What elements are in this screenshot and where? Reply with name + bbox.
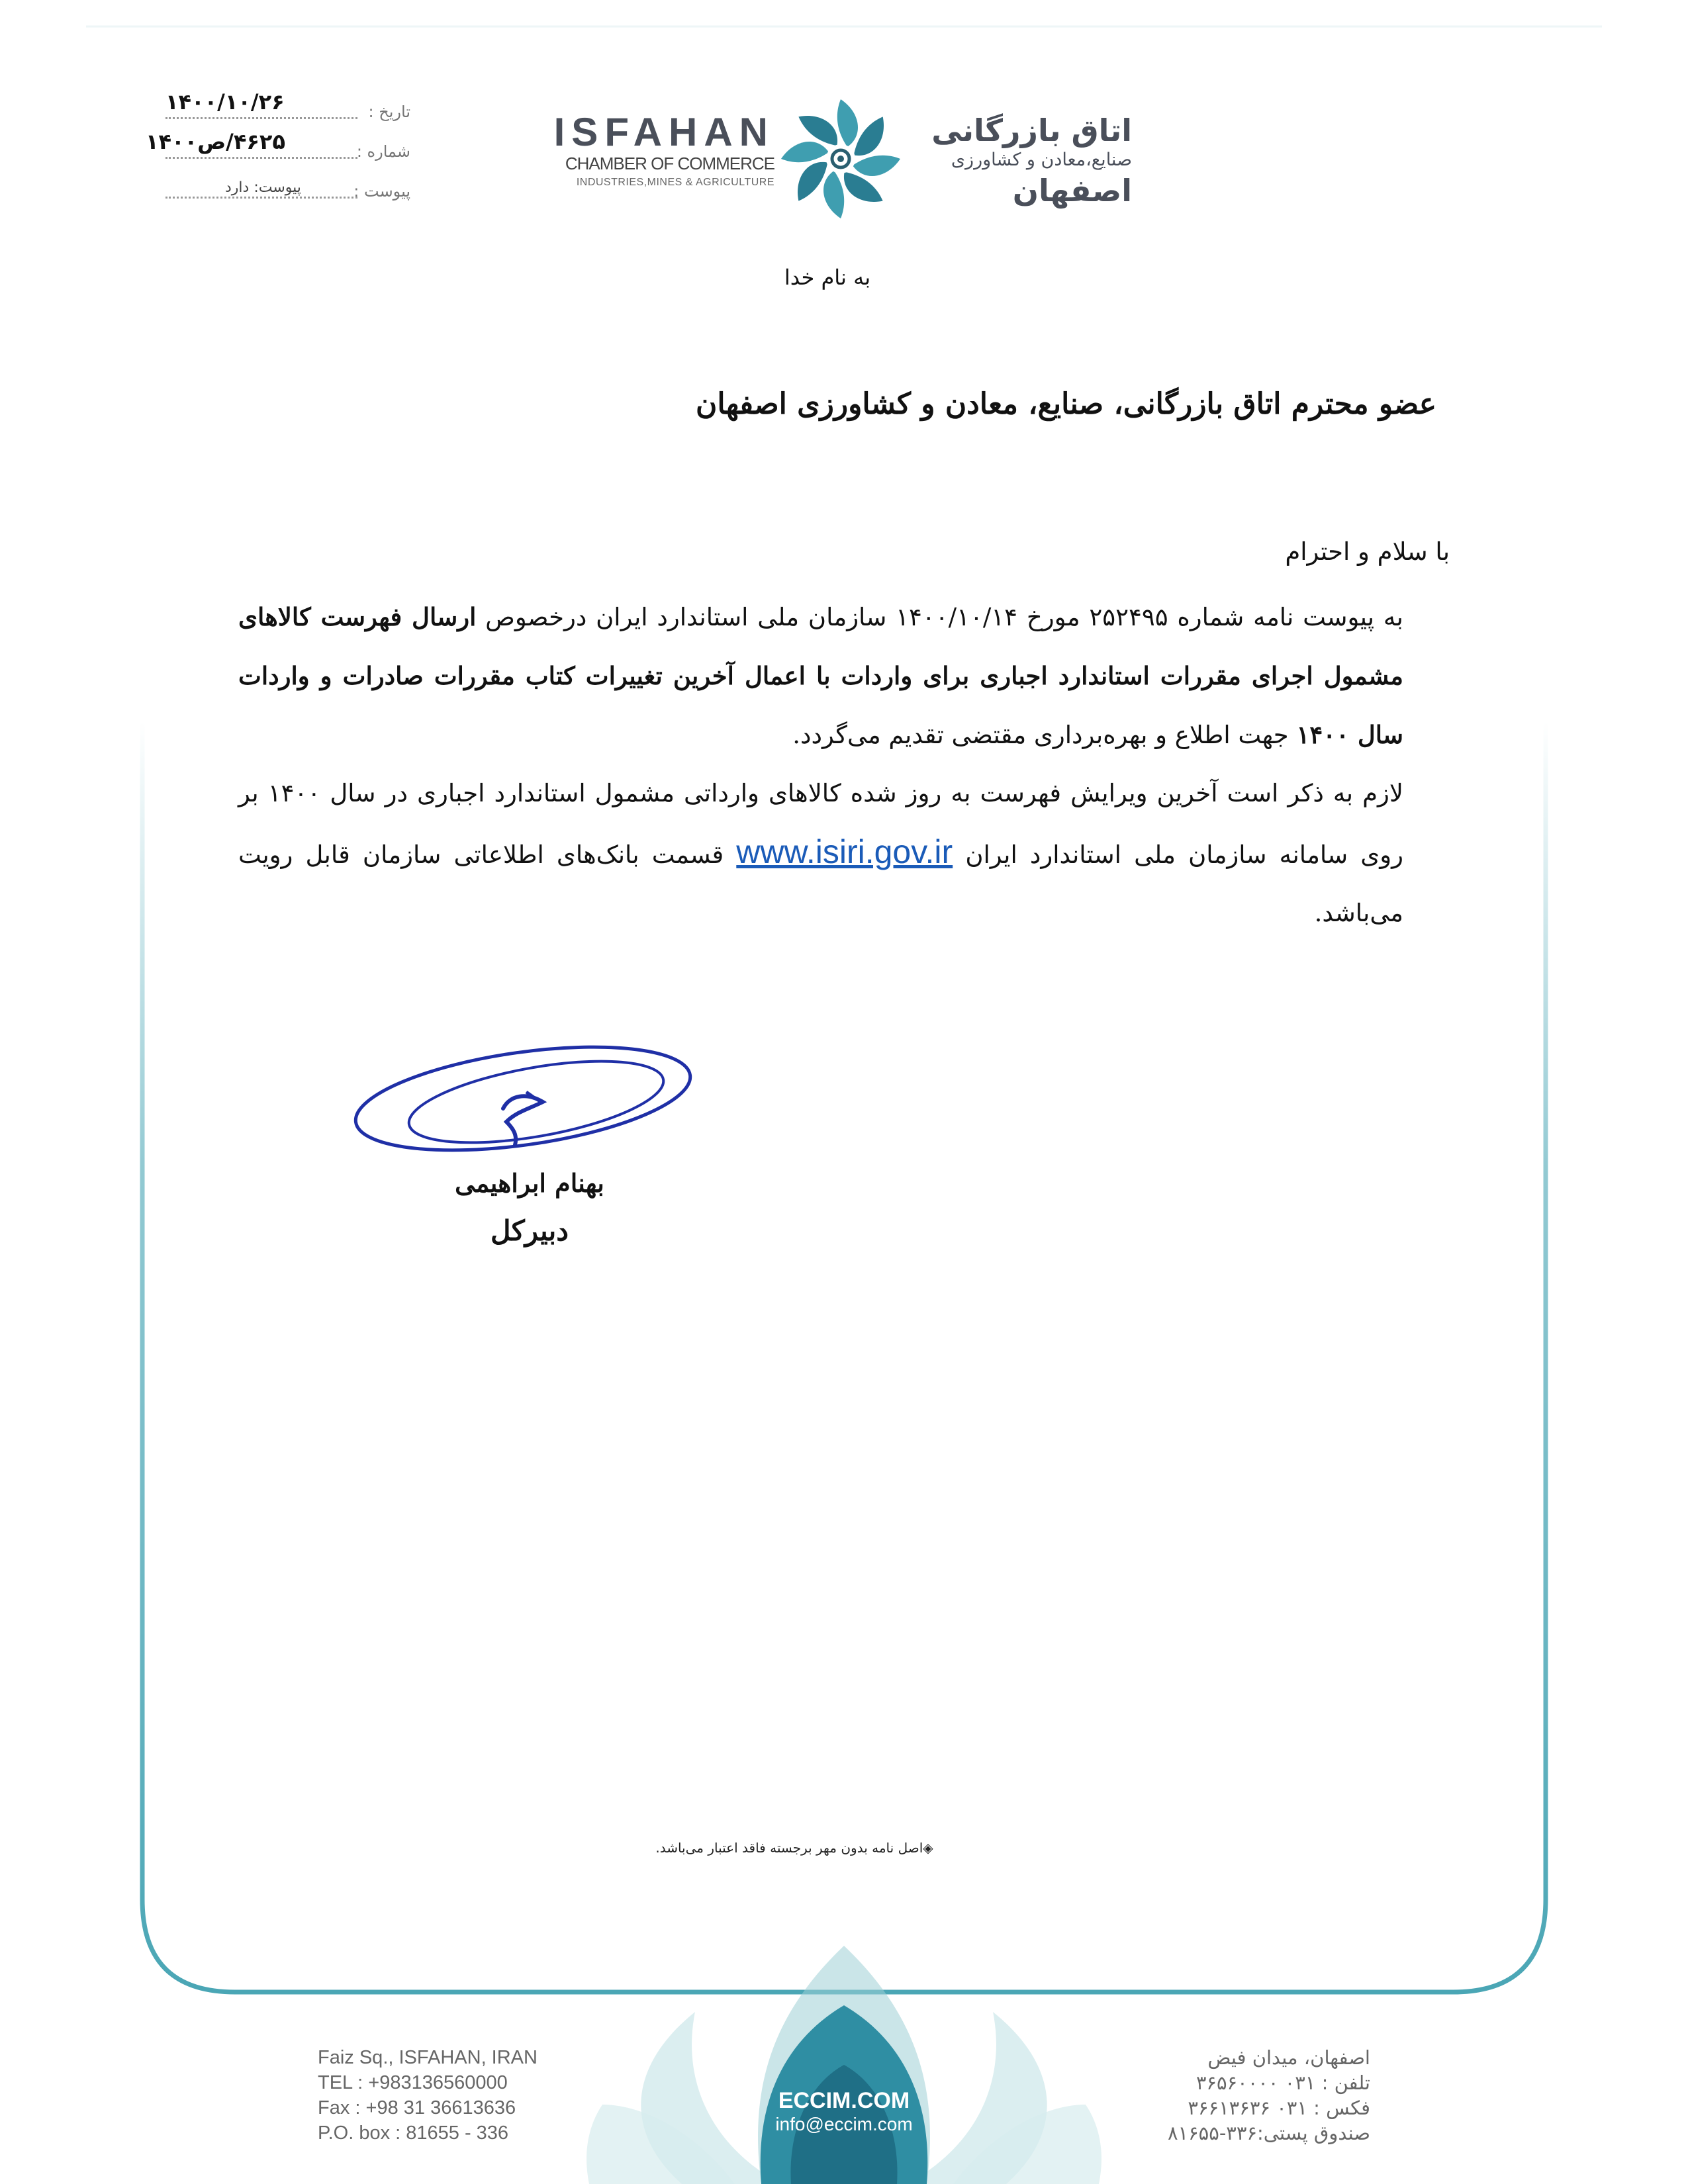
logo-isfahan-text: ISFAHAN (553, 110, 774, 154)
footer-email[interactable]: info@eccim.com (775, 2114, 913, 2134)
p1-end: جهت اطلاع و بهره‌برداری مقتضی تقدیم می‌گردد. (792, 721, 1297, 749)
footer-lotus-graphic (563, 1933, 1125, 2184)
footer-center (728, 2088, 960, 2136)
meta-attachment-value: پیوست: دارد (225, 179, 301, 196)
meta-date-row (165, 89, 410, 129)
footer-en-tel: TEL : +983136560000 (318, 2072, 508, 2093)
signatory-name: بهنام ابراهیمی (455, 1168, 604, 1198)
p1-intro: به پیوست نامه شماره ۲۵۲۴۹۵ مورخ ۱۴۰۰/۱۰/۱۴ سازمان ملی استاندارد ایران درخصوص (476, 603, 1403, 631)
footer-fa-pobox: صندوق پستی:۳۳۶-۸۱۶۵۵ (1167, 2122, 1370, 2144)
meta-number-row (146, 129, 410, 169)
meta-date-dots (165, 117, 357, 119)
logo-industries-text: INDUSTRIES,MINES & AGRICULTURE (576, 177, 774, 188)
footer-fa-tel: تلفن : ۰۳۱ ۳۶۵۶۰۰۰۰ (1196, 2071, 1370, 2094)
footer-en-address: Faiz Sq., ISFAHAN, IRAN (318, 2047, 538, 2068)
meta-attachment-label: پیوست : (353, 182, 410, 201)
p1-bold-subject: ارسال فهرست کالاهای مشمول اجرای مقررات استاندارد اجباری برای واردات با اعمال آخرین تغییرات کتاب مقررات صادرات و واردات سال ۱۴۰۰ (238, 602, 1403, 749)
footer-site[interactable]: ECCIM.COM (778, 2088, 910, 2113)
letter-meta (146, 89, 410, 208)
logo-fa-isfahan: اصفهان (1012, 173, 1132, 208)
logo-persian (914, 113, 1132, 209)
meta-number-label: شماره : (356, 142, 410, 161)
meta-number-dots (165, 157, 357, 159)
addressee: عضو محترم اتاق بازرگانی، صنایع، معادن و کشاورزی اصفهان (696, 387, 1436, 421)
meta-attachment-row (165, 169, 410, 208)
validity-note: ◈اصل نامه بدون مهر برجسته فاقد اعتبار می‌باشد. (655, 1840, 933, 1856)
signature-scribble (344, 1036, 702, 1175)
footer-fa-address: اصفهان، میدان فیض (1207, 2046, 1370, 2069)
body-paragraph-2 (238, 764, 1450, 942)
greeting: با سلام و احترام (1285, 537, 1450, 566)
logo-fa-chamber: اتاق بازرگانی (931, 113, 1132, 148)
footer-en-pobox: P.O. box : 81655 - 336 (318, 2122, 509, 2144)
letter-body (238, 523, 1450, 942)
meta-attachment-dots (165, 197, 357, 199)
meta-number-value: ۴۶۲۵/ص۱۴۰۰ (146, 129, 285, 154)
footer-en-fax: Fax : +98 31 36613636 (318, 2097, 516, 2118)
meta-date-value: ۱۴۰۰/۱۰/۲۶ (165, 89, 285, 114)
body-paragraph-1 (238, 588, 1450, 764)
footer-persian (1112, 2045, 1370, 2146)
p2-end: قسمت بانک‌های اطلاعاتی سازمان قابل رویت می‌باشد. (238, 841, 1403, 927)
bismillah: به نام خدا (784, 265, 871, 290)
signatory-title: دبیرکل (490, 1214, 569, 1247)
logo-fa-industries: صنایع،معادن و کشاورزی (951, 150, 1132, 170)
logo-chamber-text: CHAMBER OF COMMERCE (565, 154, 774, 173)
p2-start: لازم به ذکر است آخرین ویرایش فهرست به روز شده کالاهای وارداتی مشمول استاندارد اجباری در سال ۱۴۰۰ بر روی سامانه سازمان ملی استاندارد ایران (238, 779, 1404, 869)
logo-english (553, 110, 774, 191)
isiri-link[interactable]: www.isiri.gov.ir (736, 833, 953, 870)
meta-date-label: تاریخ : (368, 103, 410, 121)
footer-english (318, 2045, 602, 2146)
footer-fa-fax: فکس : ۰۳۱ ۳۶۶۱۳۶۳۶ (1188, 2097, 1370, 2119)
chamber-logo-emblem (778, 96, 904, 222)
